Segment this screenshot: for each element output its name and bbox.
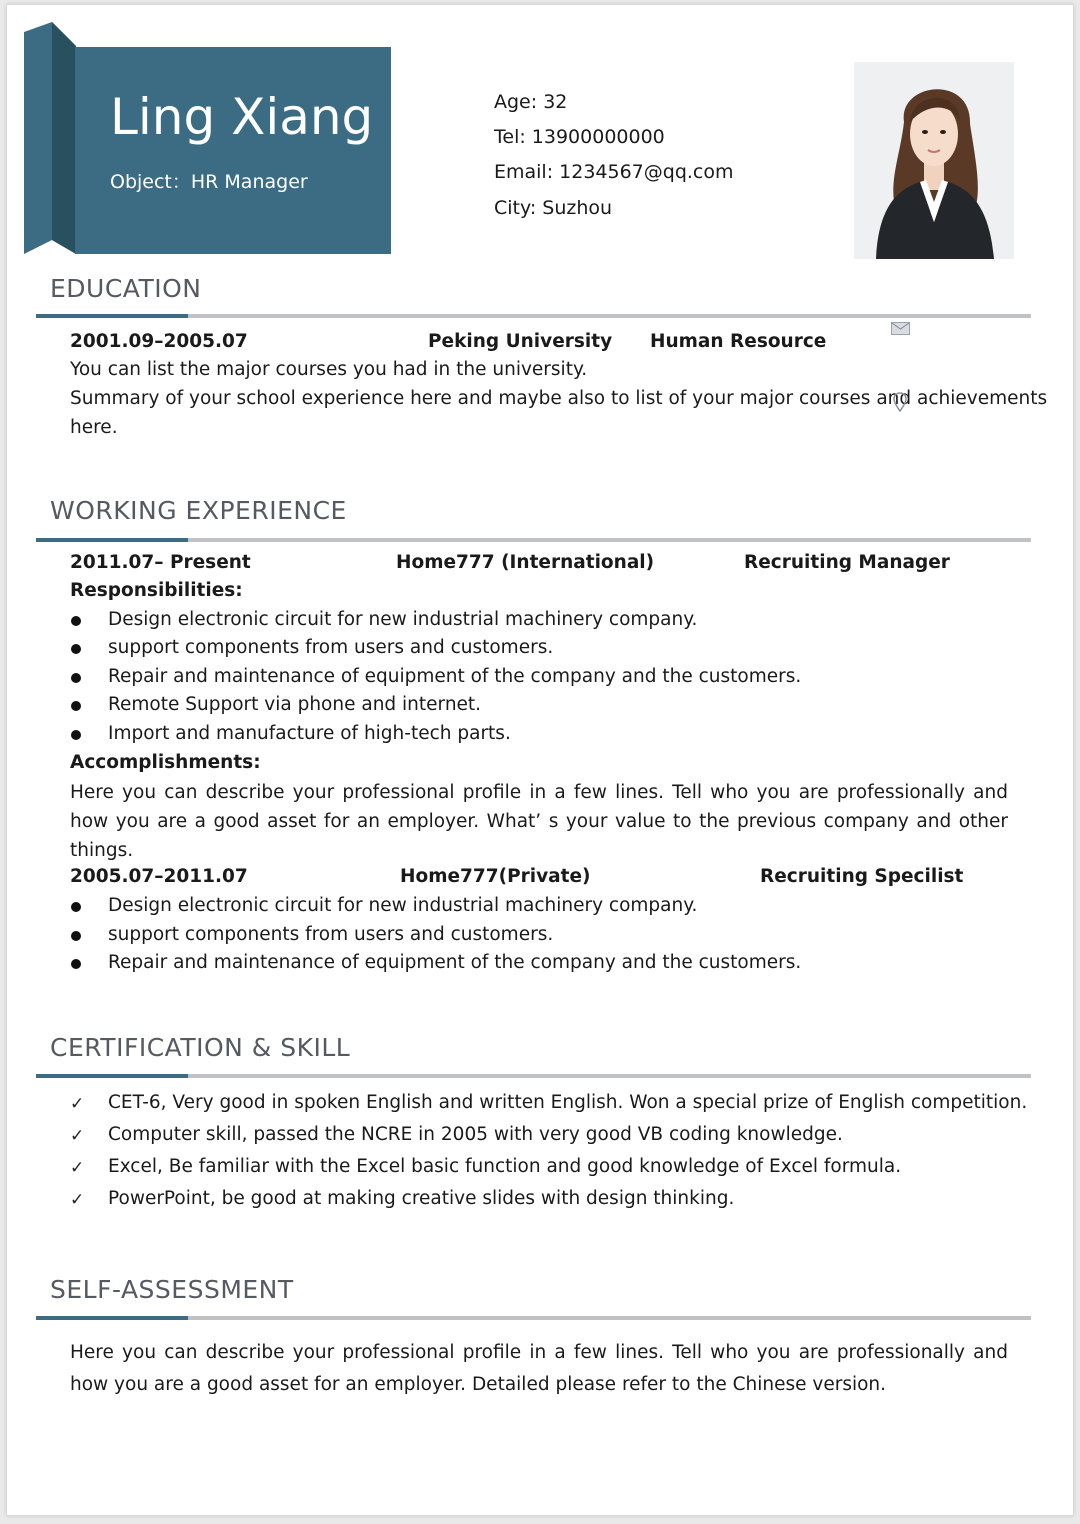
list-item: Design electronic circuit for new industrial machinery company. xyxy=(108,895,698,916)
check-icon: ✓ xyxy=(70,1190,85,1210)
education-courses: You can list the major courses you had in the university. xyxy=(70,359,588,380)
skills-heading: CERTIFICATION & SKILL xyxy=(50,1033,351,1062)
bullet-icon xyxy=(71,673,81,683)
job-objective: Object：HR Manager xyxy=(110,171,308,193)
work-heading: WORKING EXPERIENCE xyxy=(50,496,347,525)
self-assessment-text: Here you can describe your professional profile in a few lines. Tell who you are professionally and how you are a good asset for an employer. Detailed please refer to the Chinese version. xyxy=(70,1342,1008,1395)
education-summary-end: here. xyxy=(70,417,118,438)
name-banner xyxy=(75,47,391,254)
self-assessment-heading: SELF-ASSESSMENT xyxy=(50,1275,294,1304)
age: Age: 32 xyxy=(494,91,568,113)
education-summary: Summary of your school experience here and maybe also to list of your major courses and achievements xyxy=(70,388,1048,409)
bullet-icon xyxy=(71,616,81,626)
bullet-icon xyxy=(71,902,81,912)
bullet-icon xyxy=(71,730,81,740)
job2-company: Home777(Private) xyxy=(400,866,591,887)
self-assessment-divider xyxy=(36,1316,1031,1320)
list-item: Repair and maintenance of equipment of the company and the customers. xyxy=(108,666,802,687)
skill-item: PowerPoint, be good at making creative slides with design thinking. xyxy=(108,1188,735,1209)
ribbon-fold xyxy=(24,22,76,254)
check-icon: ✓ xyxy=(70,1126,85,1146)
email: Email: 1234567@qq.com xyxy=(494,161,734,183)
education-school: Peking University xyxy=(428,331,613,352)
bullet-icon xyxy=(71,931,81,941)
location-pin-icon xyxy=(893,392,907,412)
skills-divider xyxy=(36,1074,1031,1078)
work-divider xyxy=(36,538,1031,542)
bullet-icon xyxy=(71,959,81,969)
job2-role: Recruiting Specilist xyxy=(760,866,964,887)
list-item: Design electronic circuit for new industrial machinery company. xyxy=(108,609,698,630)
job2-dates: 2005.07–2011.07 xyxy=(70,866,248,887)
check-icon: ✓ xyxy=(70,1094,85,1114)
list-item: Remote Support via phone and internet. xyxy=(108,694,482,715)
skill-item: Computer skill, passed the NCRE in 2005 with very good VB coding knowledge. xyxy=(108,1124,843,1145)
candidate-name: Ling Xiang xyxy=(110,88,374,146)
education-dates: 2001.09–2005.07 xyxy=(70,331,248,352)
list-item: support components from users and customers. xyxy=(108,924,554,945)
list-item: support components from users and customers. xyxy=(108,637,554,658)
skill-item: CET-6, Very good in spoken English and written English. Won a special prize of English competition. xyxy=(108,1092,1028,1113)
job1-role: Recruiting Manager xyxy=(744,552,950,573)
job1-dates: 2011.07– Present xyxy=(70,552,251,573)
phone: Tel: 13900000000 xyxy=(494,126,665,148)
portrait-photo xyxy=(854,62,1014,259)
education-divider xyxy=(36,314,1031,318)
job1-accomplishments-label: Accomplishments: xyxy=(70,752,261,773)
job1-accomplishments-text: Here you can describe your professional profile in a few lines. Tell who you are professionally and how you are a good asset for an employer. What’ s your value to the previous company and other things. xyxy=(70,782,1008,861)
education-heading: EDUCATION xyxy=(50,274,202,303)
list-item: Import and manufacture of high-tech parts. xyxy=(108,723,511,744)
check-icon: ✓ xyxy=(70,1158,85,1178)
list-item: Repair and maintenance of equipment of the company and the customers. xyxy=(108,952,802,973)
skill-item: Excel, Be familiar with the Excel basic function and good knowledge of Excel formula. xyxy=(108,1156,902,1177)
job1-responsibilities-label: Responsibilities: xyxy=(70,580,243,601)
mail-icon xyxy=(891,322,910,335)
bullet-icon xyxy=(71,701,81,711)
city: City: Suzhou xyxy=(494,197,613,219)
bullet-icon xyxy=(71,644,81,654)
education-major: Human Resource xyxy=(650,331,827,352)
job1-company: Home777 (International) xyxy=(396,552,655,573)
